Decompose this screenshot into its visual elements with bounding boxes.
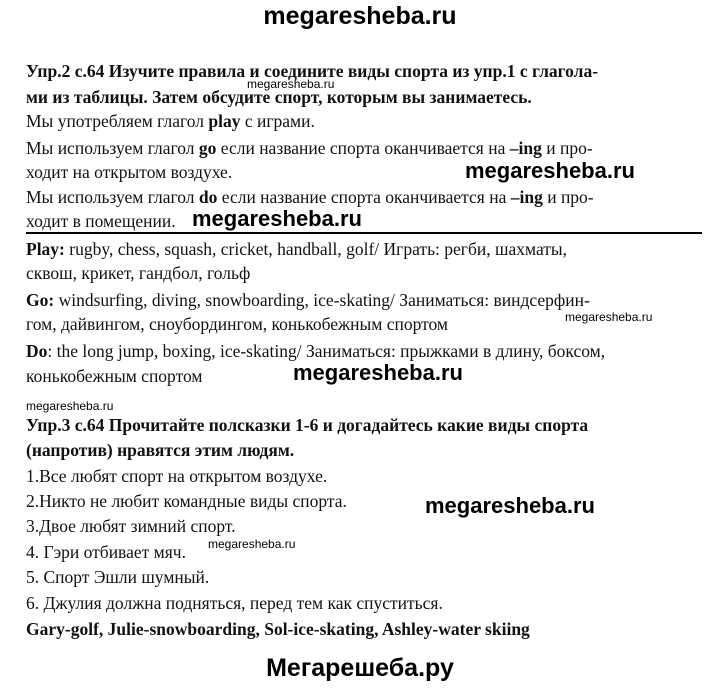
ex3-item-6: 6. Джулия должна подняться, перед тем как спуститься. [26, 593, 443, 613]
rule-go-suffix: –ing [509, 138, 542, 158]
watermark-mid-3: megaresheba.ru [293, 360, 463, 385]
watermark-mid-1: megaresheba.ru [465, 158, 635, 183]
answer-play-label: Play: [26, 239, 65, 259]
ex2-rule-play [26, 110, 315, 132]
answer-play-text: rugby, chess, squash, cricket, handball, golf/ Играть: регби, шахматы, [64, 239, 568, 259]
ex2-rule-do-line1 [26, 186, 594, 208]
ex2-answer-do-line2: конькобежным спортом [26, 366, 203, 386]
separator-line [26, 232, 702, 234]
ex2-answer-do-line1 [26, 340, 605, 362]
watermark-mid-2: megaresheba.ru [192, 206, 362, 231]
ex3-item-2: 2.Никто не любит командные виды спорта. [26, 491, 347, 511]
rule-do-verb: do [198, 187, 218, 207]
ex3-heading-line2: (напротив) нравятся этим людям. [26, 440, 295, 460]
rule-do-before: Мы используем глагол [26, 187, 199, 207]
rule-do-middle: если название спорта оканчивается на [217, 187, 511, 207]
rule-go-after: и про- [541, 138, 593, 158]
answer-do-label: Do [26, 341, 48, 361]
watermark-small-1: megaresheba.ru [247, 77, 335, 91]
answer-go-label: Go: [26, 290, 55, 310]
rule-go-verb: go [198, 138, 217, 158]
answer-do-text: : the long jump, boxing, ice-skating/ Заниматься: прыжками в длину, боксом, [47, 341, 606, 361]
rule-do-suffix: –ing [510, 187, 543, 207]
ex3-item-5: 5. Спорт Эшли шумный. [26, 567, 210, 587]
watermark-mid-4: megaresheba.ru [425, 493, 595, 518]
watermark-footer: Мегарешеба.ру [266, 654, 454, 682]
ex2-heading-line2: ми из таблицы. Затем обсудите спорт, которым вы занимаетесь. [26, 87, 532, 107]
ex2-answer-go-line2: гом, дайвингом, сноубордингом, конькобежным спортом [26, 314, 449, 334]
rule-go-before: Мы используем глагол [26, 138, 199, 158]
ex2-answer-go-line1 [26, 289, 590, 311]
ex2-rule-go-line1 [26, 137, 593, 159]
rule-play-after: с играми. [240, 111, 315, 131]
ex2-rule-do-line2: ходит в помещении. [26, 211, 176, 231]
rule-play-before: Мы употребляем глагол [26, 111, 209, 131]
watermark-top: megaresheba.ru [263, 2, 457, 30]
watermark-small-3: megaresheba.ru [26, 399, 114, 413]
ex3-item-4: 4. Гэри отбивает мяч. [26, 542, 186, 562]
ex2-rule-go-line2: ходит на открытом воздухе. [26, 162, 233, 182]
ex3-item-1: 1.Все любят спорт на открытом воздухе. [26, 466, 328, 486]
ex2-heading-line1: Упр.2 с.64 Изучите правила и соедините виды спорта из упр.1 с глагола- [26, 61, 599, 81]
answer-go-text: windsurfing, diving, snowboarding, ice-skating/ Заниматься: виндсерфин- [54, 290, 590, 310]
rule-play-verb: play [208, 111, 241, 131]
ex2-answer-play-line1 [26, 238, 567, 260]
ex3-item-3: 3.Двое любят зимний спорт. [26, 516, 236, 536]
rule-go-middle: если название спорта оканчивается на [216, 138, 510, 158]
watermark-small-2: megaresheba.ru [565, 310, 653, 324]
rule-do-after: и про- [542, 187, 594, 207]
watermark-small-4: megaresheba.ru [208, 537, 296, 551]
ex3-heading-line1: Упр.3 с.64 Прочитайте полсказки 1-6 и догадайтесь какие виды спорта [26, 415, 589, 435]
ex3-answer: Gary-golf, Julie-snowboarding, Sol-ice-skating, Ashley-water skiing [26, 619, 530, 639]
ex2-answer-play-line2: сквош, крикет, гандбол, гольф [26, 263, 251, 283]
